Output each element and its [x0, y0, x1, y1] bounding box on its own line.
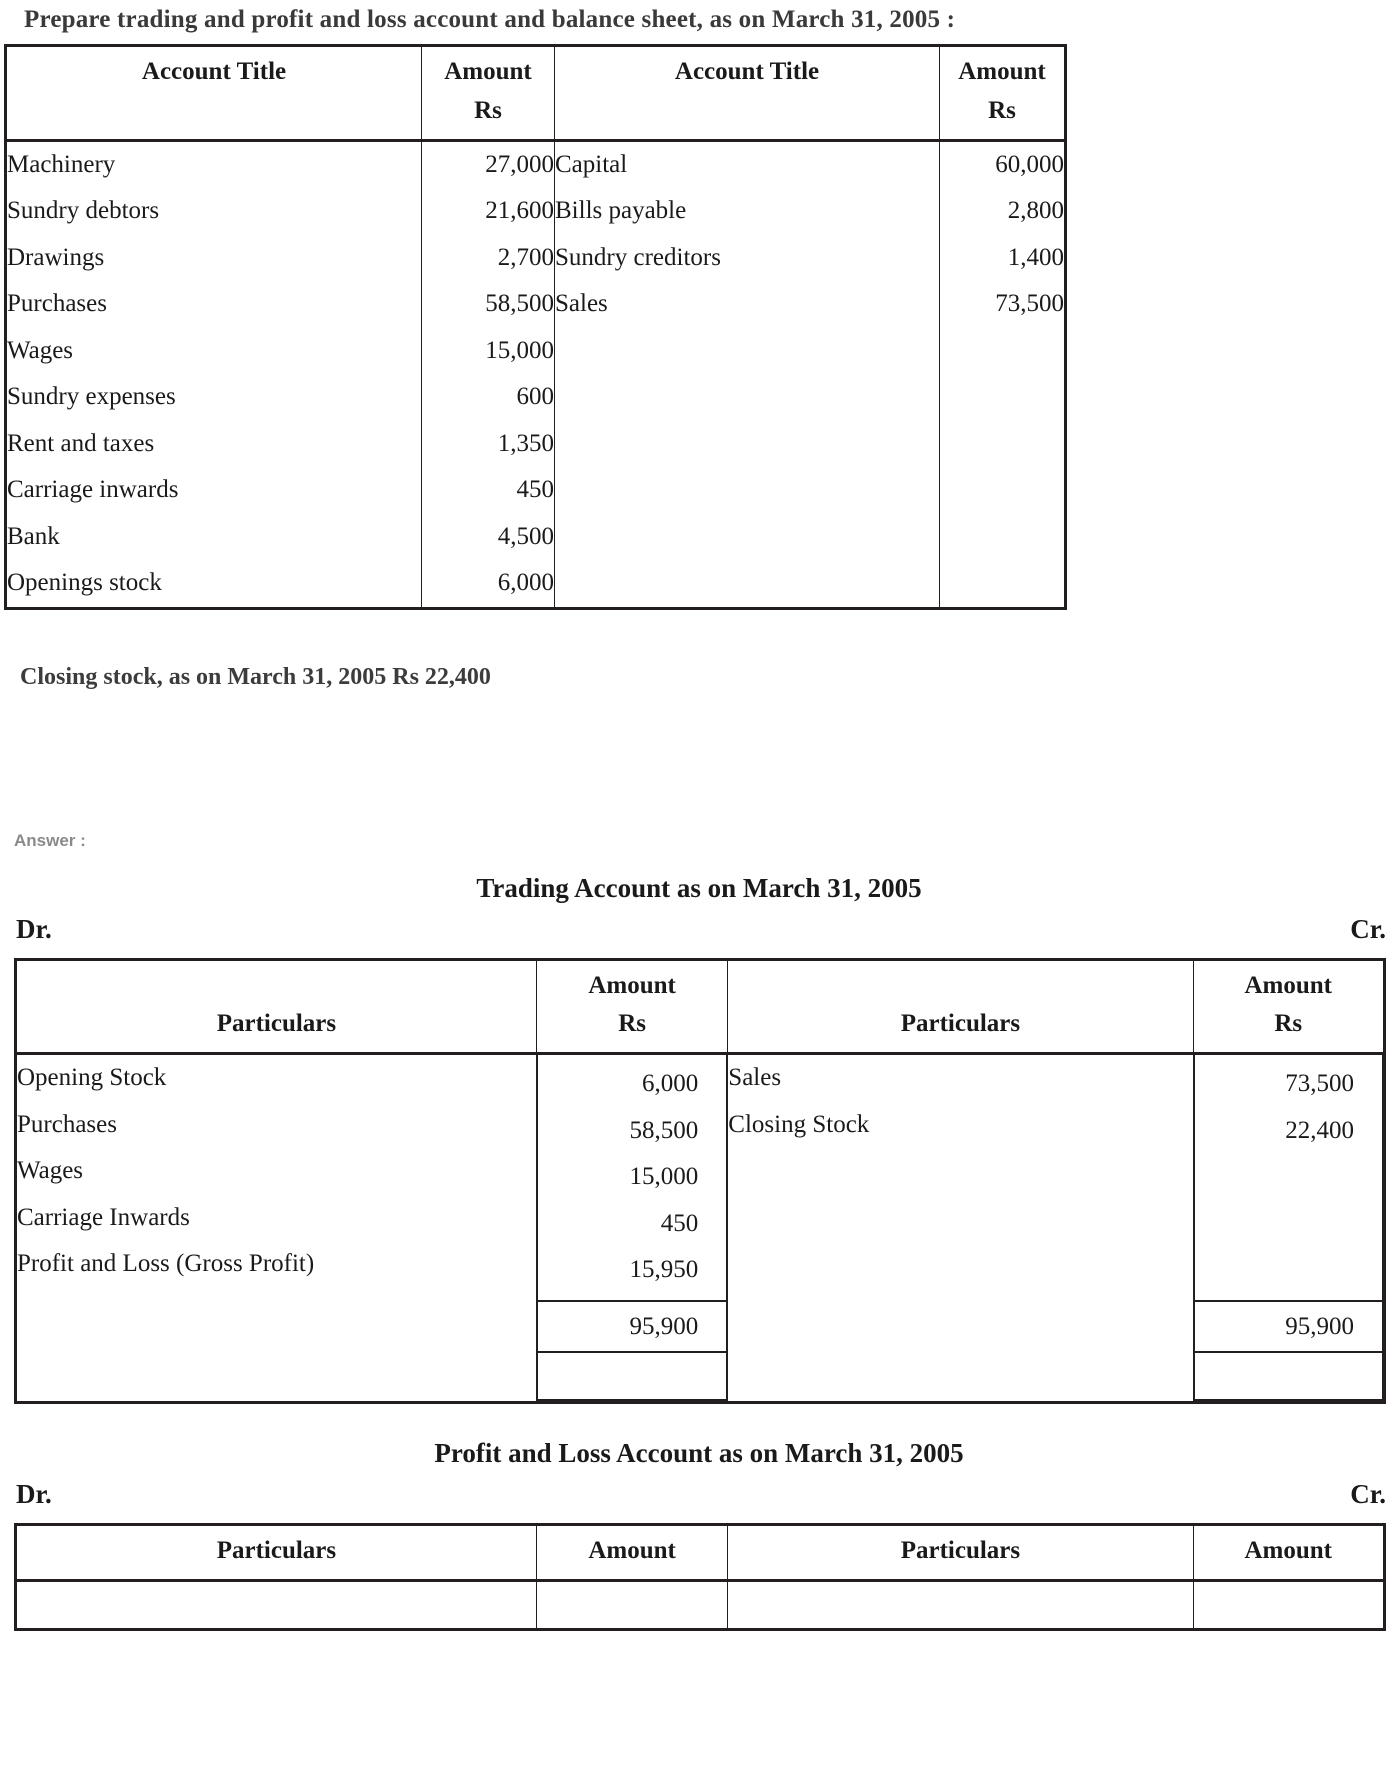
empty-row — [940, 421, 1064, 468]
empty-row — [555, 560, 939, 607]
trading-cr-label: Cr. — [1350, 913, 1386, 944]
pl-debit-particulars-cell — [16, 1580, 537, 1629]
account-title-cell: Carriage inwards — [7, 476, 179, 503]
trading-debit-total: 95,900 — [538, 1300, 726, 1354]
account-title-cell: Purchases — [7, 290, 107, 317]
particulars-cell: Profit and Loss (Gross Profit) — [17, 1250, 315, 1277]
account-title-cell: Sales — [555, 290, 608, 317]
trading-credit-particulars-cell — [728, 1054, 1193, 1403]
header-left-particulars: Particulars — [16, 1525, 537, 1581]
empty-row — [940, 514, 1064, 561]
table-header-row — [16, 1525, 1385, 1581]
trading-dr-label: Dr. — [16, 913, 52, 944]
amount-cell: 4,500 — [497, 522, 554, 550]
empty-row — [555, 467, 939, 514]
amount-cell: 2,700 — [497, 243, 554, 271]
account-title-cell: Bills payable — [555, 197, 687, 224]
amount-cell: 600 — [516, 383, 554, 410]
trading-account-table — [14, 958, 1386, 1405]
particulars-cell: Sales — [728, 1064, 782, 1091]
trading-credit-amounts-list — [1195, 1055, 1382, 1300]
profit-loss-drcr — [0, 1469, 1398, 1523]
account-title-cell: Drawings — [7, 243, 105, 271]
table-header-row — [16, 959, 1385, 1054]
trading-account-title: Trading Account as on March 31, 2005 — [476, 872, 922, 903]
trading-debit-amounts-cell — [536, 1054, 727, 1403]
account-title-cell: Bank — [7, 522, 60, 550]
trading-credit-total-underline — [1195, 1353, 1382, 1401]
amount-cell: 1,350 — [497, 429, 554, 457]
amount-cell: 22,400 — [1285, 1116, 1354, 1144]
trading-debit-particulars-cell — [16, 1054, 537, 1403]
account-title-cell: Wages — [7, 336, 74, 364]
account-title-cell: Sundry creditors — [555, 243, 721, 271]
pl-cr-label: Cr. — [1350, 1479, 1386, 1509]
trading-credit-total: 95,900 — [1195, 1300, 1382, 1354]
answer-label: Answer : — [14, 830, 86, 850]
amount-cell: 450 — [516, 476, 554, 503]
empty-row — [940, 560, 1064, 607]
particulars-cell: Closing Stock — [728, 1110, 870, 1138]
debit-amounts-cell — [422, 140, 555, 608]
pl-dr-label: Dr. — [16, 1479, 52, 1509]
header-left-particulars: Particulars — [16, 959, 537, 1054]
header-right-account-title: Account Title — [555, 46, 940, 141]
empty-row — [555, 328, 939, 375]
empty-row — [1205, 1247, 1354, 1294]
empty-row — [940, 374, 1064, 421]
account-title-cell: Openings stock — [7, 569, 162, 596]
empty-row — [1205, 1154, 1354, 1201]
header-right-particulars: Particulars — [728, 1525, 1193, 1581]
amount-cell: 6,000 — [642, 1070, 699, 1097]
amount-cell: 6,000 — [497, 569, 554, 596]
empty-row — [555, 514, 939, 561]
trading-account-drcr — [0, 904, 1398, 958]
amount-cell: 450 — [660, 1209, 699, 1237]
amount-cell: 15,950 — [629, 1256, 699, 1283]
trading-debit-total-underline — [538, 1353, 726, 1401]
trading-credit-amounts-cell — [1193, 1054, 1384, 1403]
header-right-amount: Amount Rs — [940, 46, 1066, 141]
amount-cell: 27,000 — [485, 150, 554, 178]
table-header-row — [6, 46, 1066, 141]
table-body-row — [16, 1580, 1385, 1629]
amount-cell: 15,000 — [485, 336, 554, 364]
pl-credit-amounts-cell — [1193, 1580, 1384, 1629]
amount-cell: 15,000 — [629, 1163, 699, 1190]
trading-debit-amounts-list — [538, 1055, 726, 1300]
header-right-particulars: Particulars — [728, 959, 1193, 1054]
header-left-amount: Amount Rs — [536, 959, 727, 1054]
amount-cell: 21,600 — [485, 197, 554, 224]
empty-row — [940, 467, 1064, 514]
empty-row — [728, 1241, 1192, 1288]
particulars-cell: Purchases — [17, 1110, 117, 1138]
empty-row — [728, 1148, 1192, 1195]
trial-balance-table — [4, 44, 1067, 610]
empty-row — [1205, 1201, 1354, 1248]
header-right-amount: Amount — [1193, 1525, 1384, 1581]
account-title-cell: Rent and taxes — [7, 429, 155, 457]
amount-cell: 2,800 — [1007, 197, 1064, 224]
amount-cell: 58,500 — [629, 1116, 699, 1144]
particulars-cell: Wages — [17, 1157, 84, 1184]
table-body-row — [16, 1054, 1385, 1403]
credit-amounts-cell — [940, 140, 1066, 608]
debit-titles-cell — [6, 140, 422, 608]
account-title-cell: Capital — [555, 150, 628, 178]
closing-stock-note: Closing stock, as on March 31, 2005 Rs 22,400 — [20, 663, 491, 690]
amount-cell: 73,500 — [1285, 1070, 1354, 1097]
empty-row — [555, 421, 939, 468]
header-left-amount: Amount — [536, 1525, 727, 1581]
amount-cell: 73,500 — [995, 290, 1064, 317]
empty-row — [940, 328, 1064, 375]
amount-cell: 60,000 — [995, 150, 1064, 178]
pl-credit-particulars-cell — [728, 1580, 1193, 1629]
account-title-cell: Sundry debtors — [7, 197, 160, 224]
header-left-amount: Amount Rs — [422, 46, 555, 141]
table-body-row — [6, 140, 1066, 608]
pl-debit-amounts-cell — [536, 1580, 727, 1629]
question-prompt: Prepare trading and profit and loss account and balance sheet, as on March 31, 2005 : — [24, 6, 956, 33]
profit-loss-account-table — [14, 1523, 1386, 1631]
account-title-cell: Machinery — [7, 150, 116, 178]
particulars-cell: Carriage Inwards — [17, 1203, 190, 1231]
header-left-account-title: Account Title — [6, 46, 422, 141]
credit-titles-cell — [555, 140, 940, 608]
amount-cell: 1,400 — [1007, 243, 1064, 271]
amount-cell: 58,500 — [485, 290, 554, 317]
account-title-cell: Sundry expenses — [7, 383, 176, 410]
empty-row — [555, 374, 939, 421]
profit-loss-account-title: Profit and Loss Account as on March 31, 2005 — [434, 1438, 964, 1468]
empty-row — [728, 1195, 1192, 1242]
header-right-amount: Amount Rs — [1193, 959, 1384, 1054]
particulars-cell: Opening Stock — [17, 1064, 167, 1091]
